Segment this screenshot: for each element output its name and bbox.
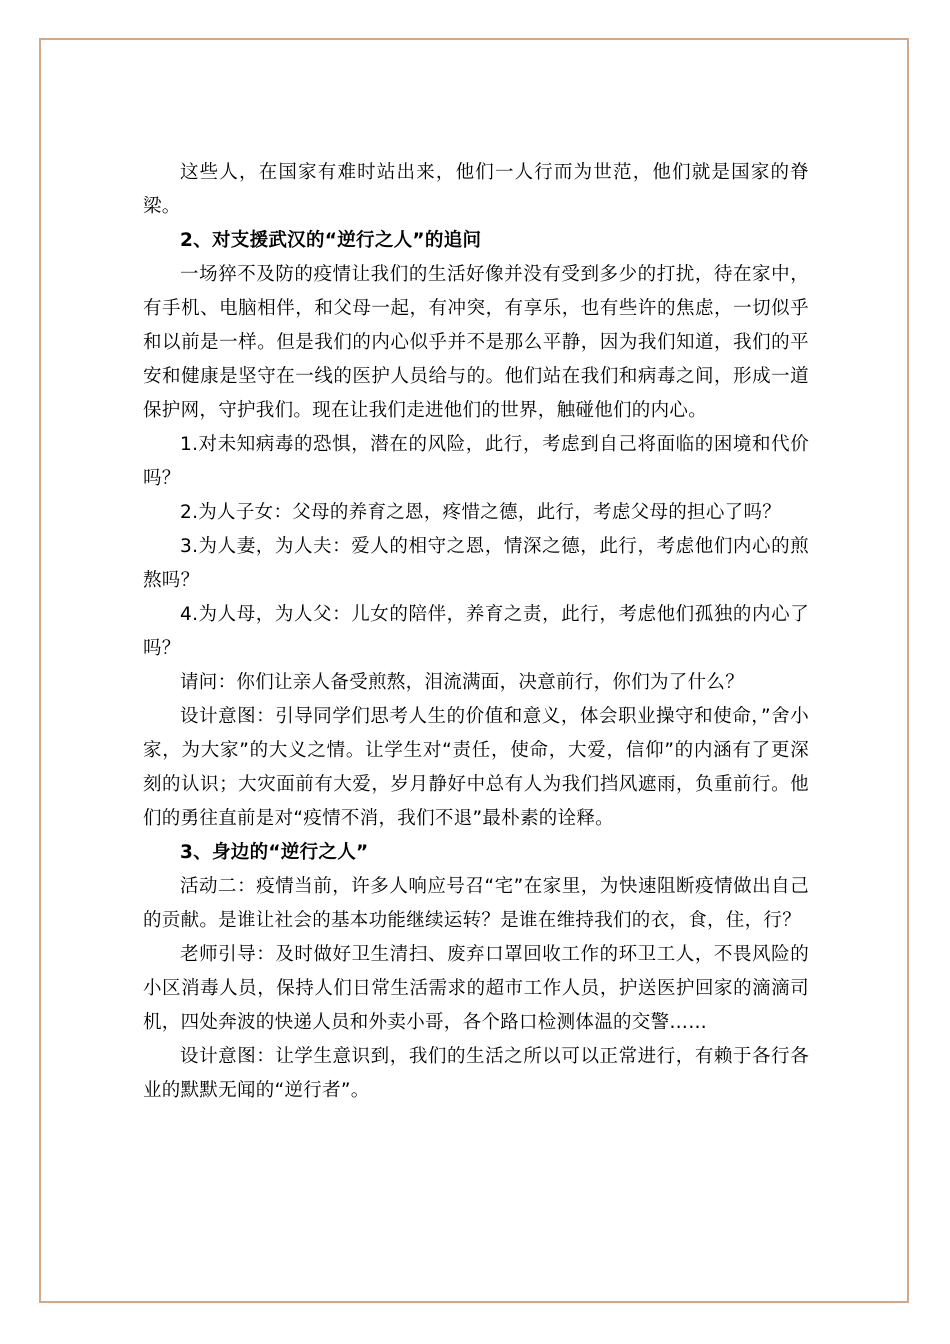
question-item: 1.对未知病毒的恐惧，潜在的风险，此行，考虑到自己将面临的困境和代价吗？ [143,434,809,489]
question-item: 3.为人妻，为人夫：爱人的相守之恩，情深之德，此行，考虑他们内心的煎熬吗？ [143,536,809,591]
paragraph: 这些人，在国家有难时站出来，他们一人行而为世范，他们就是国家的脊梁。 [143,162,809,217]
paragraph: 设计意图：引导同学们思考人生的价值和意义，体会职业操守和使命，”舍小家，为大家”的大义之情。让学生对“责任，使命，大爱，信仰”的内涵有了更深刻的认识；大灾面前有大爱，岁月静好中总有人为我们挡风遮雨，负重前行。他们的勇往直前是对“疫情不消，我们不退”最朴素的诠释。 [143,706,809,829]
paragraph: 一场猝不及防的疫情让我们的生活好像并没有受到多少的打扰，待在家中，有手机、电脑相伴，和父母一起，有冲突，有享乐，也有些许的焦虑，一切似乎和以前是一样。但是我们的内心似乎并不是那么平静，因为我们知道，我们的平安和健康是坚守在一线的医护人员给与的。他们站在我们和病毒之间，形成一道保护网，守护我们。现在让我们走进他们的世界，触碰他们的内心。 [143,264,809,421]
section-heading: 3、身边的“逆行之人” [180,842,369,863]
paragraph: 请问：你们让亲人备受煎熬，泪流满面，决意前行，你们为了什么？ [180,672,745,693]
paragraph: 活动二：疫情当前，许多人响应号召“宅”在家里，为快速阻断疫情做出自己的贡献。是谁让社会的基本功能继续运转？是谁在维持我们的衣，食，住，行？ [143,876,809,931]
question-item: 4.为人母，为人父：儿女的陪伴，养育之责，此行，考虑他们孤独的内心了吗？ [143,604,809,659]
section-heading: 2、对支援武汉的“逆行之人”的追问 [180,230,482,251]
paragraph: 老师引导：及时做好卫生清扫、废弃口罩回收工作的环卫工人，不畏风险的小区消毒人员，保持人们日常生活需求的超市工作人员，护送医护回家的滴滴司机，四处奔波的快递人员和外卖小哥，各个路口检测体温的交警…… [143,944,809,1033]
document-body [143,156,809,1108]
paragraph: 设计意图：让学生意识到，我们的生活之所以可以正常进行，有赖于各行各业的默默无闻的“逆行者”。 [143,1046,809,1101]
question-item: 2.为人子女：父母的养育之恩，疼惜之德，此行，考虑父母的担心了吗？ [180,502,782,523]
